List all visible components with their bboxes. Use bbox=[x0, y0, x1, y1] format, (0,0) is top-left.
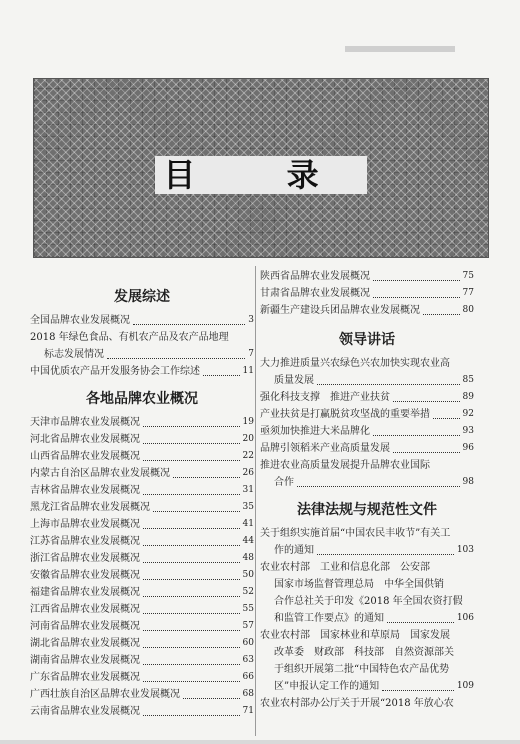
toc-entry[interactable] bbox=[260, 559, 474, 627]
toc-leader-line bbox=[260, 542, 474, 559]
toc-entry-text: 产业扶贫是打赢脱贫攻坚战的重要举措 bbox=[260, 409, 430, 420]
dot-leader bbox=[143, 426, 240, 427]
dot-leader bbox=[143, 647, 240, 648]
toc-entry[interactable] bbox=[30, 669, 254, 686]
section-overview-list bbox=[30, 312, 254, 380]
toc-entry-text: 云南省品牌农业发展概况 bbox=[30, 706, 140, 717]
toc-entry[interactable] bbox=[260, 302, 474, 319]
toc-entry-text: 作的通知 bbox=[274, 545, 314, 556]
dot-leader bbox=[317, 384, 460, 385]
page-number: 55 bbox=[242, 604, 254, 614]
toc-entry-text: 黑龙江省品牌农业发展概况 bbox=[30, 502, 150, 513]
toc-leader-line bbox=[260, 695, 474, 712]
toc-entry[interactable] bbox=[30, 635, 254, 652]
toc-entry[interactable] bbox=[30, 312, 254, 329]
toc-entry-text: 合作总社关于印发《2018 年全国农资打假 bbox=[274, 596, 463, 607]
page-number: 41 bbox=[242, 519, 254, 529]
page-number: 98 bbox=[462, 477, 474, 487]
toc-leader-line bbox=[260, 474, 474, 491]
toc-entry-text: 强化科技支撑 推进产业扶贫 bbox=[260, 392, 390, 403]
toc-entry-text: 新疆生产建设兵团品牌农业发展概况 bbox=[260, 305, 420, 316]
toc-leader-line bbox=[260, 440, 474, 457]
toc-leader-line bbox=[30, 567, 254, 584]
toc-entry[interactable] bbox=[30, 363, 254, 380]
toc-entry-text: 湖北省品牌农业发展概况 bbox=[30, 638, 140, 649]
dot-leader bbox=[387, 622, 454, 623]
toc-entry-text: 于组织开展第二批“中国特色农产品优势 bbox=[274, 664, 450, 675]
dot-leader bbox=[107, 358, 245, 359]
continued-list bbox=[260, 268, 474, 319]
page-edge bbox=[0, 740, 520, 744]
dot-leader bbox=[317, 554, 454, 555]
page-number: 89 bbox=[462, 392, 474, 402]
dot-leader bbox=[173, 477, 240, 478]
header-mark bbox=[345, 46, 455, 52]
toc-leader-line bbox=[260, 268, 474, 285]
toc-leader-line bbox=[30, 635, 254, 652]
dot-leader bbox=[143, 443, 240, 444]
toc-entry-text: 2018 年绿色食品、有机农产品及农产品地理 bbox=[30, 332, 229, 343]
toc-leader-line bbox=[260, 389, 474, 406]
toc-entry-text: 广西壮族自治区品牌农业发展概况 bbox=[30, 689, 180, 700]
page-number: 106 bbox=[456, 613, 474, 623]
toc-entry-text: 浙江省品牌农业发展概况 bbox=[30, 553, 140, 564]
toc-entry[interactable] bbox=[30, 618, 254, 635]
toc-entry[interactable] bbox=[30, 703, 254, 720]
toc-leader-line bbox=[260, 285, 474, 302]
page-number: 31 bbox=[242, 485, 254, 495]
dot-leader bbox=[373, 297, 460, 298]
page-number: 103 bbox=[456, 545, 474, 555]
toc-leader-line bbox=[30, 414, 254, 431]
dot-leader bbox=[143, 528, 240, 529]
toc-entry[interactable] bbox=[260, 285, 474, 302]
toc-entry-text: 安徽省品牌农业发展概况 bbox=[30, 570, 140, 581]
toc-leader-line bbox=[30, 346, 254, 363]
dot-leader bbox=[423, 314, 460, 315]
toc-entry[interactable] bbox=[30, 414, 254, 431]
toc-entry-text: 湖南省品牌农业发展概况 bbox=[30, 655, 140, 666]
toc-entry-text: 广东省品牌农业发展概况 bbox=[30, 672, 140, 683]
toc-entry-text: 和监管工作要点》的通知 bbox=[274, 613, 384, 624]
toc-entry-text: 大力推进质量兴农绿色兴农加快实现农业高 bbox=[260, 358, 450, 369]
toc-entry[interactable] bbox=[260, 268, 474, 285]
page-number: 7 bbox=[248, 349, 254, 359]
toc-entry[interactable] bbox=[30, 499, 254, 516]
page-number: 20 bbox=[242, 434, 254, 444]
toc-leader-line bbox=[30, 312, 254, 329]
toc-leader-line bbox=[260, 302, 474, 319]
page-number: 44 bbox=[242, 536, 254, 546]
toc-entry-text: 江苏省品牌农业发展概况 bbox=[30, 536, 140, 547]
toc-entry-text: 农业农村部办公厅关于开展“2018 年放心农 bbox=[260, 698, 454, 709]
toc-entry[interactable] bbox=[260, 695, 474, 712]
page-number: 93 bbox=[462, 426, 474, 436]
toc-leader-line bbox=[30, 448, 254, 465]
toc-entry-text: 关于组织实施首届“中国农民丰收节”有关工 bbox=[260, 528, 451, 539]
toc-entry-text: 品牌引领稻米产业高质量发展 bbox=[260, 443, 390, 454]
page-number: 52 bbox=[242, 587, 254, 597]
toc-entry[interactable] bbox=[30, 601, 254, 618]
page-number: 26 bbox=[242, 468, 254, 478]
toc-entry[interactable] bbox=[260, 355, 474, 389]
toc-entry[interactable] bbox=[30, 431, 254, 448]
toc-entry[interactable] bbox=[30, 652, 254, 669]
toc-entry-text: 区”申报认定工作的通知 bbox=[274, 681, 380, 692]
right-column bbox=[260, 268, 474, 712]
toc-entry-text: 江西省品牌农业发展概况 bbox=[30, 604, 140, 615]
dot-leader bbox=[153, 511, 240, 512]
toc-entry[interactable] bbox=[260, 423, 474, 440]
dot-leader bbox=[433, 418, 460, 419]
page-number: 71 bbox=[242, 706, 254, 716]
page-number: 85 bbox=[462, 375, 474, 385]
page-number: 35 bbox=[242, 502, 254, 512]
dot-leader bbox=[143, 681, 240, 682]
toc-entry-text: 陕西省品牌农业发展概况 bbox=[260, 271, 370, 282]
toc-leader-line bbox=[30, 584, 254, 601]
toc-leader-line bbox=[30, 686, 254, 703]
dot-leader bbox=[143, 545, 240, 546]
dot-leader bbox=[393, 401, 460, 402]
page-number: 19 bbox=[242, 417, 254, 427]
toc-entry[interactable] bbox=[30, 516, 254, 533]
dot-leader bbox=[373, 280, 460, 281]
toc-entry[interactable] bbox=[30, 550, 254, 567]
toc-leader-line bbox=[30, 482, 254, 499]
toc-entry[interactable] bbox=[30, 533, 254, 550]
page-number: 3 bbox=[248, 315, 254, 325]
dot-leader bbox=[143, 494, 240, 495]
toc-entry[interactable] bbox=[260, 627, 474, 695]
toc-leader-line bbox=[30, 618, 254, 635]
toc-entry-text: 上海市品牌农业发展概况 bbox=[30, 519, 140, 530]
toc-entry-text: 标志发展情况 bbox=[44, 349, 104, 360]
toc-leader-line bbox=[30, 516, 254, 533]
dot-leader bbox=[143, 715, 240, 716]
toc-leader-line bbox=[260, 406, 474, 423]
toc-leader-line bbox=[30, 669, 254, 686]
toc-leader-line bbox=[30, 499, 254, 516]
toc-entry[interactable] bbox=[30, 482, 254, 499]
dot-leader bbox=[183, 698, 240, 699]
toc-leader-line bbox=[260, 678, 474, 695]
toc-entry-text: 农业农村部 国家林业和草原局 国家发展 bbox=[260, 630, 450, 641]
toc-entry-text: 天津市品牌农业发展概况 bbox=[30, 417, 140, 428]
page-number: 96 bbox=[462, 443, 474, 453]
section-title-regional: 各地品牌农业概况 bbox=[86, 391, 198, 407]
toc-entry[interactable] bbox=[30, 329, 254, 363]
toc-entry-text: 推进农业高质量发展提升品牌农业国际 bbox=[260, 460, 430, 471]
toc-entry-text: 亟须加快推进大米品牌化 bbox=[260, 426, 370, 437]
toc-entry[interactable] bbox=[30, 448, 254, 465]
toc-leader-line bbox=[30, 533, 254, 550]
dot-leader bbox=[143, 630, 240, 631]
toc-entry[interactable] bbox=[30, 584, 254, 601]
toc-leader-line bbox=[30, 363, 254, 380]
toc-entry-text: 中国优质农产品开发服务协会工作综述 bbox=[30, 366, 200, 377]
toc-entry-text: 国家市场监督管理总局 中华全国供销 bbox=[274, 579, 444, 590]
dot-leader bbox=[143, 562, 240, 563]
toc-entry-text: 吉林省品牌农业发展概况 bbox=[30, 485, 140, 496]
page-number: 109 bbox=[456, 681, 474, 691]
section-regulations-list bbox=[260, 525, 474, 712]
toc-leader-line bbox=[30, 465, 254, 482]
page-number: 68 bbox=[242, 689, 254, 699]
toc-leader-line bbox=[30, 550, 254, 567]
toc-leader-line bbox=[30, 431, 254, 448]
toc-entry-text: 福建省品牌农业发展概况 bbox=[30, 587, 140, 598]
dot-leader bbox=[133, 324, 245, 325]
section-title-speeches: 领导讲话 bbox=[339, 332, 395, 348]
dot-leader bbox=[373, 435, 460, 436]
title-banner bbox=[33, 78, 489, 258]
toc-leader-line bbox=[260, 610, 474, 627]
page-number: 66 bbox=[242, 672, 254, 682]
page-number: 11 bbox=[242, 366, 254, 376]
toc-entry-text: 全国品牌农业发展概况 bbox=[30, 315, 130, 326]
toc-entry-text: 河北省品牌农业发展概况 bbox=[30, 434, 140, 445]
toc-entry[interactable] bbox=[260, 525, 474, 559]
dot-leader bbox=[143, 460, 240, 461]
page-title: 目 录 bbox=[155, 156, 366, 194]
page-number: 48 bbox=[242, 553, 254, 563]
toc-entry-text: 改革委 财政部 科技部 自然资源部关 bbox=[274, 647, 454, 658]
section-speeches-list bbox=[260, 355, 474, 491]
page-number: 77 bbox=[462, 288, 474, 298]
dot-leader bbox=[297, 486, 460, 487]
toc-entry-text: 内蒙古自治区品牌农业发展概况 bbox=[30, 468, 170, 479]
dot-leader bbox=[143, 664, 240, 665]
dot-leader bbox=[143, 613, 240, 614]
toc-entry[interactable] bbox=[260, 406, 474, 423]
toc-leader-line bbox=[260, 372, 474, 389]
section-title-regulations: 法律法规与规范性文件 bbox=[297, 502, 437, 518]
toc-entry-text: 山西省品牌农业发展概况 bbox=[30, 451, 140, 462]
page-number: 50 bbox=[242, 570, 254, 580]
toc-entry-text: 甘肃省品牌农业发展概况 bbox=[260, 288, 370, 299]
toc-entry[interactable] bbox=[260, 440, 474, 457]
dot-leader bbox=[143, 579, 240, 580]
page-number: 63 bbox=[242, 655, 254, 665]
toc-entry[interactable] bbox=[30, 686, 254, 703]
toc-entry-text: 合作 bbox=[274, 477, 294, 488]
toc-leader-line bbox=[30, 652, 254, 669]
page-number: 75 bbox=[462, 271, 474, 281]
dot-leader bbox=[382, 690, 454, 691]
page-number: 92 bbox=[462, 409, 474, 419]
section-title-overview: 发展综述 bbox=[114, 289, 170, 305]
toc-leader-line bbox=[30, 703, 254, 720]
dot-leader bbox=[393, 452, 460, 453]
page-number: 80 bbox=[462, 305, 474, 315]
toc-entry-text: 农业农村部 工业和信息化部 公安部 bbox=[260, 562, 430, 573]
toc-entry-text: 质量发展 bbox=[274, 375, 314, 386]
toc-leader-line bbox=[260, 423, 474, 440]
section-regional-list bbox=[30, 414, 254, 720]
toc-entry-text: 河南省品牌农业发展概况 bbox=[30, 621, 140, 632]
toc-entry[interactable] bbox=[30, 465, 254, 482]
left-column bbox=[30, 268, 254, 720]
toc-entry[interactable] bbox=[260, 457, 474, 491]
toc-entry[interactable] bbox=[260, 389, 474, 406]
toc-leader-line bbox=[30, 601, 254, 618]
page-number: 22 bbox=[242, 451, 254, 461]
dot-leader bbox=[143, 596, 240, 597]
column-divider bbox=[255, 266, 256, 736]
page-number: 57 bbox=[242, 621, 254, 631]
toc-entry[interactable] bbox=[30, 567, 254, 584]
page-number: 60 bbox=[242, 638, 254, 648]
dot-leader bbox=[203, 375, 240, 376]
